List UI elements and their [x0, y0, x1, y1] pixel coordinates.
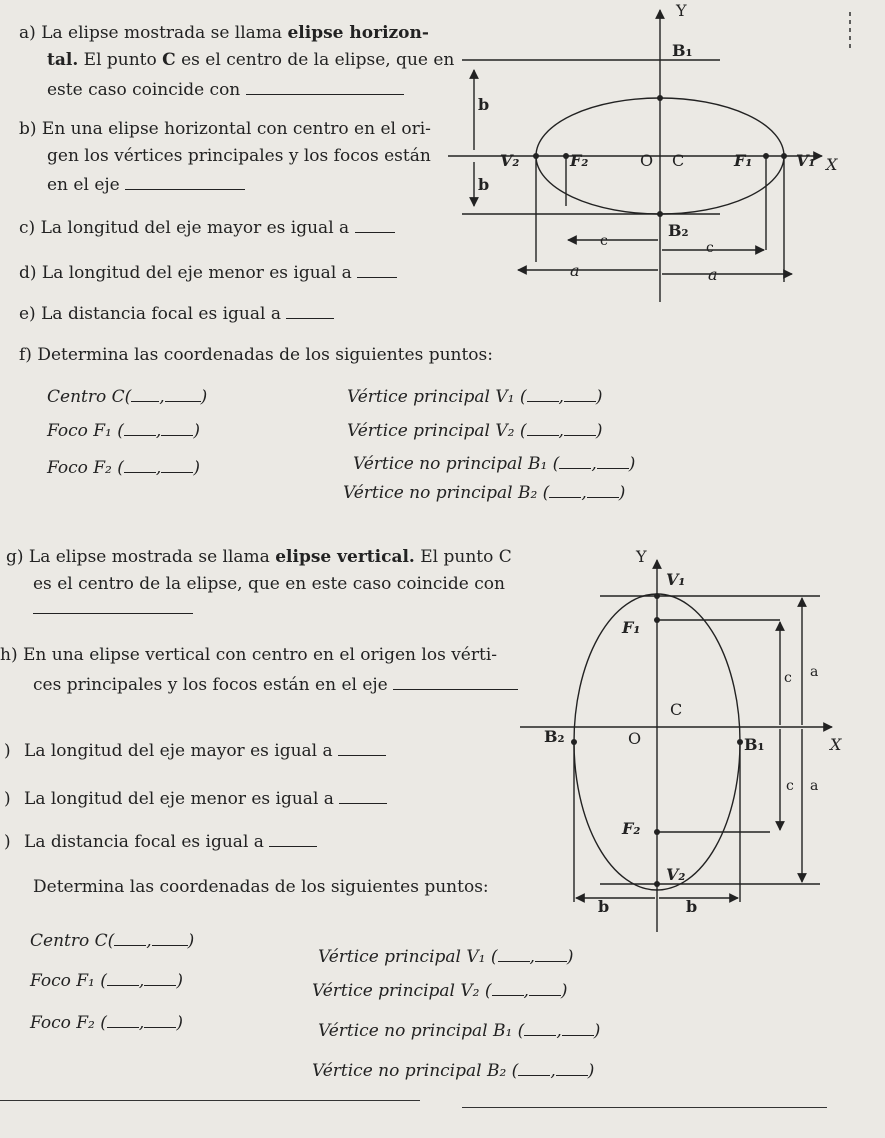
point-f1-2	[654, 617, 660, 623]
item-h-line1: h) En una elipse vertical con centro en el origen los vérti-	[0, 645, 498, 665]
label-x-1: X	[826, 155, 838, 174]
item-g-line2: es el centro de la elipse, que en este caso coincide con	[33, 574, 505, 594]
item-d: d) La longitud del eje menor es igual a	[19, 260, 397, 283]
label-f2-2: F₂	[622, 819, 641, 838]
label-a-right-1: a	[708, 265, 718, 284]
item-h-line2: ces principales y los focos están en el eje	[33, 672, 518, 695]
item-b-line3: en el eje	[47, 172, 245, 195]
item-k: ) La distancia focal es igual a	[4, 829, 317, 852]
coord-b1-2: Vértice no principal B₁ ( , )	[318, 1018, 600, 1041]
coord-foco2-1: Foco F₂ ( , )	[47, 455, 200, 478]
label-b-top-1: b	[478, 95, 490, 114]
coord-v1-1: Vértice principal V₁ ( , )	[347, 384, 603, 407]
item-a-line1: a) La elipse mostrada se llama elipse horizon-	[19, 23, 429, 43]
coord-foco2-2: Foco F₂ ( , )	[30, 1010, 183, 1033]
item-j: ) La longitud del eje menor es igual a	[4, 786, 387, 809]
label-a-left-1: a	[570, 261, 580, 280]
label-b-bottom-1: b	[478, 175, 490, 194]
item-a-line3: este caso coincide con	[47, 77, 404, 100]
coord-centro-2: Centro C( , )	[30, 928, 194, 951]
label-b1-2: B₁	[744, 735, 765, 754]
label-y-2: Y	[636, 547, 647, 566]
coord-v2-2: Vértice principal V₂ ( , )	[312, 978, 568, 1001]
point-f2-2	[654, 829, 660, 835]
coord-b1-1: Vértice no principal B₁ ( , )	[353, 451, 635, 474]
label-a-top-2: a	[810, 664, 819, 680]
point-f1-1	[763, 153, 769, 159]
point-v1-1	[781, 153, 787, 159]
item-g-line1: g) La elipse mostrada se llama elipse vertical. El punto C	[6, 547, 512, 567]
label-b2-2: B₂	[544, 727, 565, 746]
label-c-bottom-2: c	[786, 778, 794, 794]
label-o-2: O	[628, 729, 642, 748]
label-c-right-1: c	[706, 240, 714, 256]
label-f1-1: F₁	[734, 151, 753, 170]
label-c-top-2: c	[784, 670, 792, 686]
label-c-left-1: c	[600, 233, 608, 249]
label-v2-1: V₂	[500, 151, 520, 170]
item-f: f) Determina las coordenadas de los siguientes puntos:	[19, 345, 493, 365]
label-c-2: C	[670, 700, 683, 719]
coord-foco1-1: Foco F₁ ( , )	[47, 418, 200, 441]
item-b-line1: b) En una elipse horizontal con centro en el ori-	[19, 119, 431, 139]
label-b-left-2: b	[598, 897, 610, 916]
label-b2-1: B₂	[668, 221, 689, 240]
point-b1-1	[657, 95, 663, 101]
coord-b2-1: Vértice no principal B₂ ( , )	[343, 480, 625, 503]
item-c: c) La longitud del eje mayor es igual a	[19, 215, 395, 238]
label-c-1: C	[672, 151, 685, 170]
item-i: ) La longitud del eje mayor es igual a	[4, 738, 386, 761]
coord-foco1-2: Foco F₁ ( , )	[30, 968, 183, 991]
point-b2-2	[571, 739, 577, 745]
label-x-2: X	[830, 735, 842, 754]
label-b-right-2: b	[686, 897, 698, 916]
coord-centro-1: Centro C( , )	[47, 384, 207, 407]
point-v2-1	[533, 153, 539, 159]
coord-b2-2: Vértice no principal B₂ ( , )	[312, 1058, 594, 1081]
item-b-line2: gen los vértices principales y los focos están	[47, 146, 431, 166]
point-v2-2	[654, 881, 660, 887]
item-e: e) La distancia focal es igual a	[19, 301, 334, 324]
item-l: Determina las coordenadas de los siguientes puntos:	[33, 877, 489, 897]
vertical-ellipse-labels	[544, 547, 842, 916]
point-f2-1	[563, 153, 569, 159]
coord-v1-2: Vértice principal V₁ ( , )	[318, 944, 574, 967]
label-v1-2: V₁	[666, 570, 686, 589]
label-b1-1: B₁	[672, 41, 693, 60]
label-y-1: Y	[676, 1, 687, 20]
item-a-line2: tal. El punto C es el centro de la elipse, que en	[47, 50, 455, 70]
label-a-bottom-2: a	[810, 778, 819, 794]
label-o-1: O	[640, 151, 654, 170]
point-b1-2	[737, 739, 743, 745]
point-b2-1	[657, 211, 663, 217]
label-f2-1: F₂	[570, 151, 589, 170]
label-v2-2: V₂	[666, 865, 686, 884]
label-v1-1: V₁	[796, 151, 816, 170]
label-f1-2: F₁	[622, 618, 641, 637]
coord-v2-1: Vértice principal V₂ ( , )	[347, 418, 603, 441]
point-v1-2	[654, 593, 660, 599]
